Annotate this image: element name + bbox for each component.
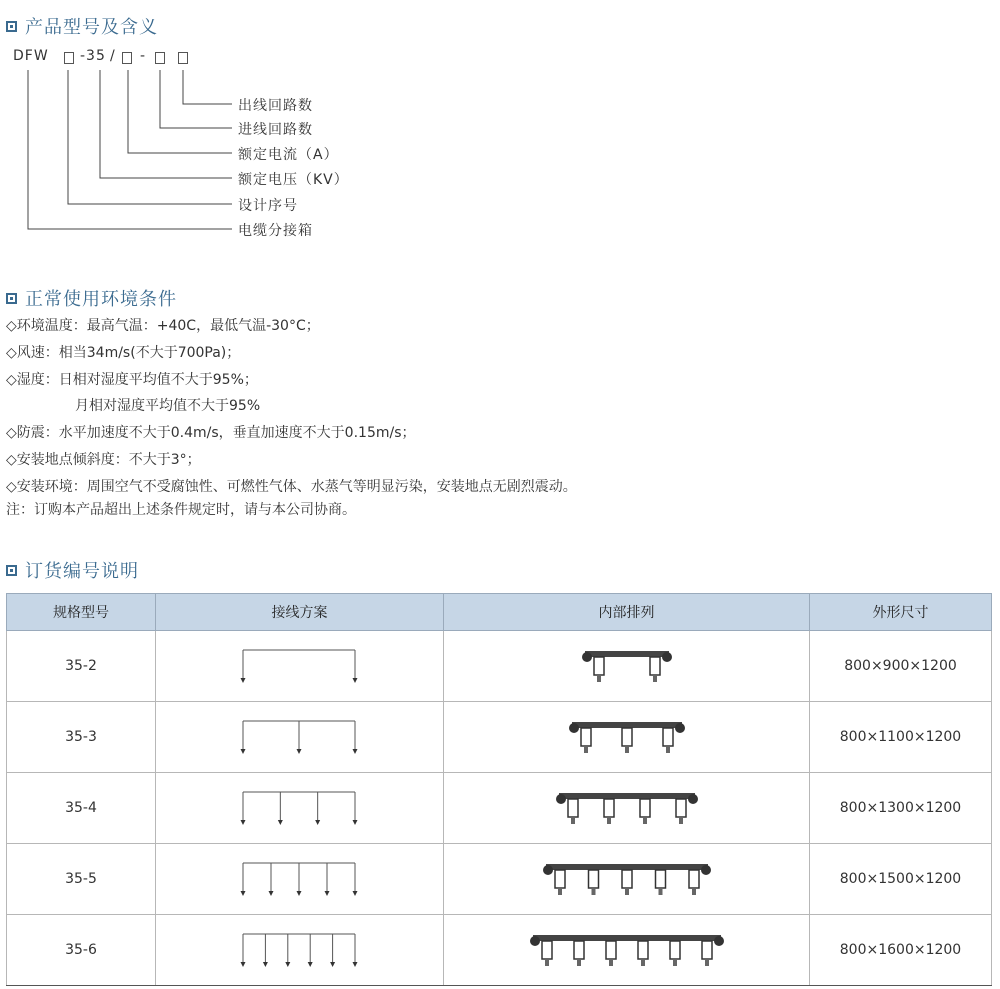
condition-line: 月相对湿度平均值不大于95% (75, 398, 261, 414)
internal-arrangement-drawing (581, 645, 673, 687)
wiring-scheme-cell (156, 773, 444, 844)
legend-label: 设计序号 (238, 198, 298, 214)
model-voltage-code: -35 (80, 48, 106, 64)
internal-arrangement-drawing (529, 929, 725, 971)
cable-connector (676, 799, 686, 824)
wiring-diagram (237, 859, 363, 899)
arrangement-cell (444, 915, 810, 986)
section-title: 正常使用环境条件 (25, 289, 177, 310)
arrangement-cell (444, 844, 810, 915)
outlet-arrow (240, 721, 245, 754)
column-header: 接线方案 (156, 594, 444, 631)
condition-note: 注：订购本产品超出上述条件规定时，请与本公司协商。 (6, 502, 356, 518)
cable-connector (568, 799, 578, 824)
model-cell: 35-2 (7, 631, 156, 702)
wiring-scheme-cell (156, 702, 444, 773)
condition-line: ◇环境温度：最高气温：+40C，最低气温-30°C； (6, 318, 320, 334)
outlet-arrow (277, 792, 282, 825)
arrangement-cell (444, 773, 810, 844)
outlet-arrow (352, 721, 357, 754)
model-prefix: DFW (13, 48, 49, 64)
cable-connector (588, 870, 598, 895)
column-header: 规格型号 (7, 594, 156, 631)
cable-connector (670, 941, 680, 966)
internal-arrangement-drawing (568, 716, 686, 758)
section-header-ordering (6, 557, 139, 583)
dimension-cell: 800×1600×1200 (810, 915, 992, 986)
table-row (7, 844, 992, 915)
model-cell: 35-5 (7, 844, 156, 915)
outlet-arrow (352, 792, 357, 825)
condition-line: ◇安装地点倾斜度：不大于3°； (6, 452, 201, 468)
model-slash: / (110, 48, 116, 64)
table-row (7, 773, 992, 844)
cable-connector (574, 941, 584, 966)
legend-label: 电缆分接箱 (238, 223, 313, 239)
wiring-scheme-cell (156, 915, 444, 986)
outlet-arrow (352, 863, 357, 896)
outlet-arrow (240, 863, 245, 896)
column-header: 外形尺寸 (810, 594, 992, 631)
condition-line: ◇防震：水平加速度不大于0.4m/s，垂直加速度不大于0.15m/s； (6, 425, 416, 441)
dimension-cell: 800×1300×1200 (810, 773, 992, 844)
cable-connector (640, 799, 650, 824)
legend-label: 出线回路数 (238, 98, 313, 114)
cable-connector (663, 728, 673, 753)
section-header-conditions (6, 285, 177, 311)
wiring-scheme-cell (156, 844, 444, 915)
table-header-row (7, 594, 992, 631)
cable-connector (622, 728, 632, 753)
wiring-scheme-cell (156, 631, 444, 702)
wiring-diagram (237, 646, 363, 686)
outlet-arrow (296, 721, 301, 754)
outlet-arrow (296, 863, 301, 896)
cable-connector (638, 941, 648, 966)
wiring-diagram (237, 930, 363, 970)
cable-connector (650, 657, 660, 682)
cable-connector (655, 870, 665, 895)
dimension-cell: 800×900×1200 (810, 631, 992, 702)
cable-connector (555, 870, 565, 895)
dimension-cell: 800×1500×1200 (810, 844, 992, 915)
legend-label: 进线回路数 (238, 122, 313, 138)
outlet-arrow (330, 934, 335, 967)
cable-connector (702, 941, 712, 966)
outlet-arrow (307, 934, 312, 967)
internal-arrangement-drawing (555, 787, 699, 829)
cable-connector (594, 657, 604, 682)
square-bullet-icon (6, 565, 17, 576)
outlet-arrow (352, 934, 357, 967)
outlet-arrow (240, 650, 245, 683)
wiring-diagram (237, 717, 363, 757)
outlet-arrow (240, 792, 245, 825)
outlet-arrow (240, 934, 245, 967)
square-bullet-icon (6, 293, 17, 304)
legend-label: 额定电流（A） (238, 147, 339, 163)
table-row (7, 702, 992, 773)
arrangement-cell (444, 702, 810, 773)
outlet-arrow (268, 863, 273, 896)
outlet-arrow (262, 934, 267, 967)
cable-connector (542, 941, 552, 966)
condition-line: ◇安装环境：周围空气不受腐蚀性、可燃性气体、水蒸气等明显污染，安装地点无剧烈震动。 (6, 479, 577, 495)
legend-label: 额定电压（KV） (238, 172, 349, 188)
table-row (7, 915, 992, 986)
section-title: 产品型号及含义 (25, 17, 158, 38)
wiring-diagram (237, 788, 363, 828)
model-cell: 35-6 (7, 915, 156, 986)
cable-connector (581, 728, 591, 753)
cable-connector (606, 941, 616, 966)
table-row (7, 631, 992, 702)
outlet-arrow (315, 792, 320, 825)
section-title: 订货编号说明 (25, 561, 139, 582)
outlet-arrow (324, 863, 329, 896)
internal-arrangement-drawing (542, 858, 712, 900)
cable-connector (622, 870, 632, 895)
condition-line: ◇湿度：日相对湿度平均值不大于95%； (6, 372, 258, 388)
model-cell: 35-3 (7, 702, 156, 773)
dimension-cell: 800×1100×1200 (810, 702, 992, 773)
model-legend-lines (0, 0, 240, 240)
outlet-arrow (285, 934, 290, 967)
column-header: 内部排列 (444, 594, 810, 631)
order-table (6, 593, 992, 986)
outlet-arrow (352, 650, 357, 683)
arrangement-cell (444, 631, 810, 702)
condition-line: ◇风速：相当34m/s(不大于700Pa)； (6, 345, 241, 361)
cable-connector (689, 870, 699, 895)
model-dash: - (140, 48, 147, 64)
cable-connector (604, 799, 614, 824)
model-cell: 35-4 (7, 773, 156, 844)
